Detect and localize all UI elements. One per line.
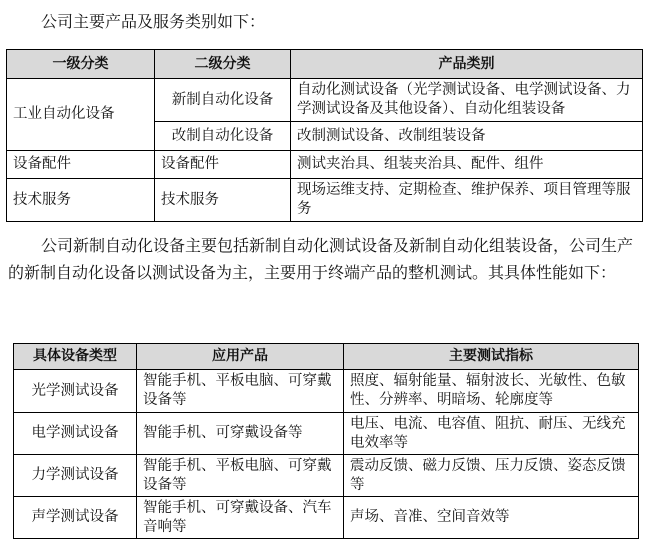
cell-product: 智能手机、可穿戴设备、汽车音响等 [137,497,344,539]
table-row [14,370,639,413]
cell-category: 自动化测试设备（光学测试设备、电学测试设备、力学测试设备及其他设备）、自动化组装设备 [291,79,643,122]
product-category-table [6,49,643,222]
performance-table [13,343,639,539]
cell-product: 智能手机、平板电脑、可穿戴设备等 [137,370,344,413]
cell-category: 测试夹治具、组装夹治具、配件、组件 [291,151,643,179]
header-level1: 一级分类 [7,50,155,79]
cell-type: 力学测试设备 [14,455,137,497]
cell-level2: 技术服务 [155,179,291,222]
cell-type: 电学测试设备 [14,413,137,455]
cell-indicator: 电压、电流、电容值、阻抗、耐压、无线充电效率等 [344,413,639,455]
cell-product: 智能手机、可穿戴设备等 [137,413,344,455]
cell-level2: 改制自动化设备 [155,122,291,151]
cell-level1: 技术服务 [7,179,155,222]
table-row [14,497,639,539]
body-paragraph: 公司新制自动化设备主要包括新制自动化测试设备及新制自动化组装设备，公司生产的新制自动化设备以测试设备为主，主要用于终端产品的整机测试。其具体性能如下： [8,236,634,282]
intro-text: 公司主要产品及服务类别如下： [41,12,266,31]
cell-product: 智能手机、平板电脑、可穿戴设备等 [137,455,344,497]
cell-indicator: 照度、辐射能量、辐射波长、光敏性、色敏性、分辨率、明暗场、轮廓度等 [344,370,639,413]
table-row [7,79,643,122]
header-indicator: 主要测试指标 [344,344,639,370]
cell-indicator: 声场、音准、空间音效等 [344,497,639,539]
header-type: 具体设备类型 [14,344,137,370]
cell-indicator: 震动反馈、磁力反馈、压力反馈、姿态反馈等 [344,455,639,497]
cell-level2: 新制自动化设备 [155,79,291,122]
table-row [14,413,639,455]
cell-type: 声学测试设备 [14,497,137,539]
cell-category: 现场运维支持、定期检查、维护保养、项目管理等服务 [291,179,643,222]
header-level2: 二级分类 [155,50,291,79]
cell-type: 光学测试设备 [14,370,137,413]
table-row [7,151,643,179]
cell-category: 改制测试设备、改制组装设备 [291,122,643,151]
table-row [14,455,639,497]
table-header-row [14,344,639,370]
cell-level1: 工业自动化设备 [7,79,155,151]
table-row [7,179,643,222]
cell-level2: 设备配件 [155,151,291,179]
cell-level1: 设备配件 [7,151,155,179]
header-product: 应用产品 [137,344,344,370]
table-header-row [7,50,643,79]
header-category: 产品类别 [291,50,643,79]
